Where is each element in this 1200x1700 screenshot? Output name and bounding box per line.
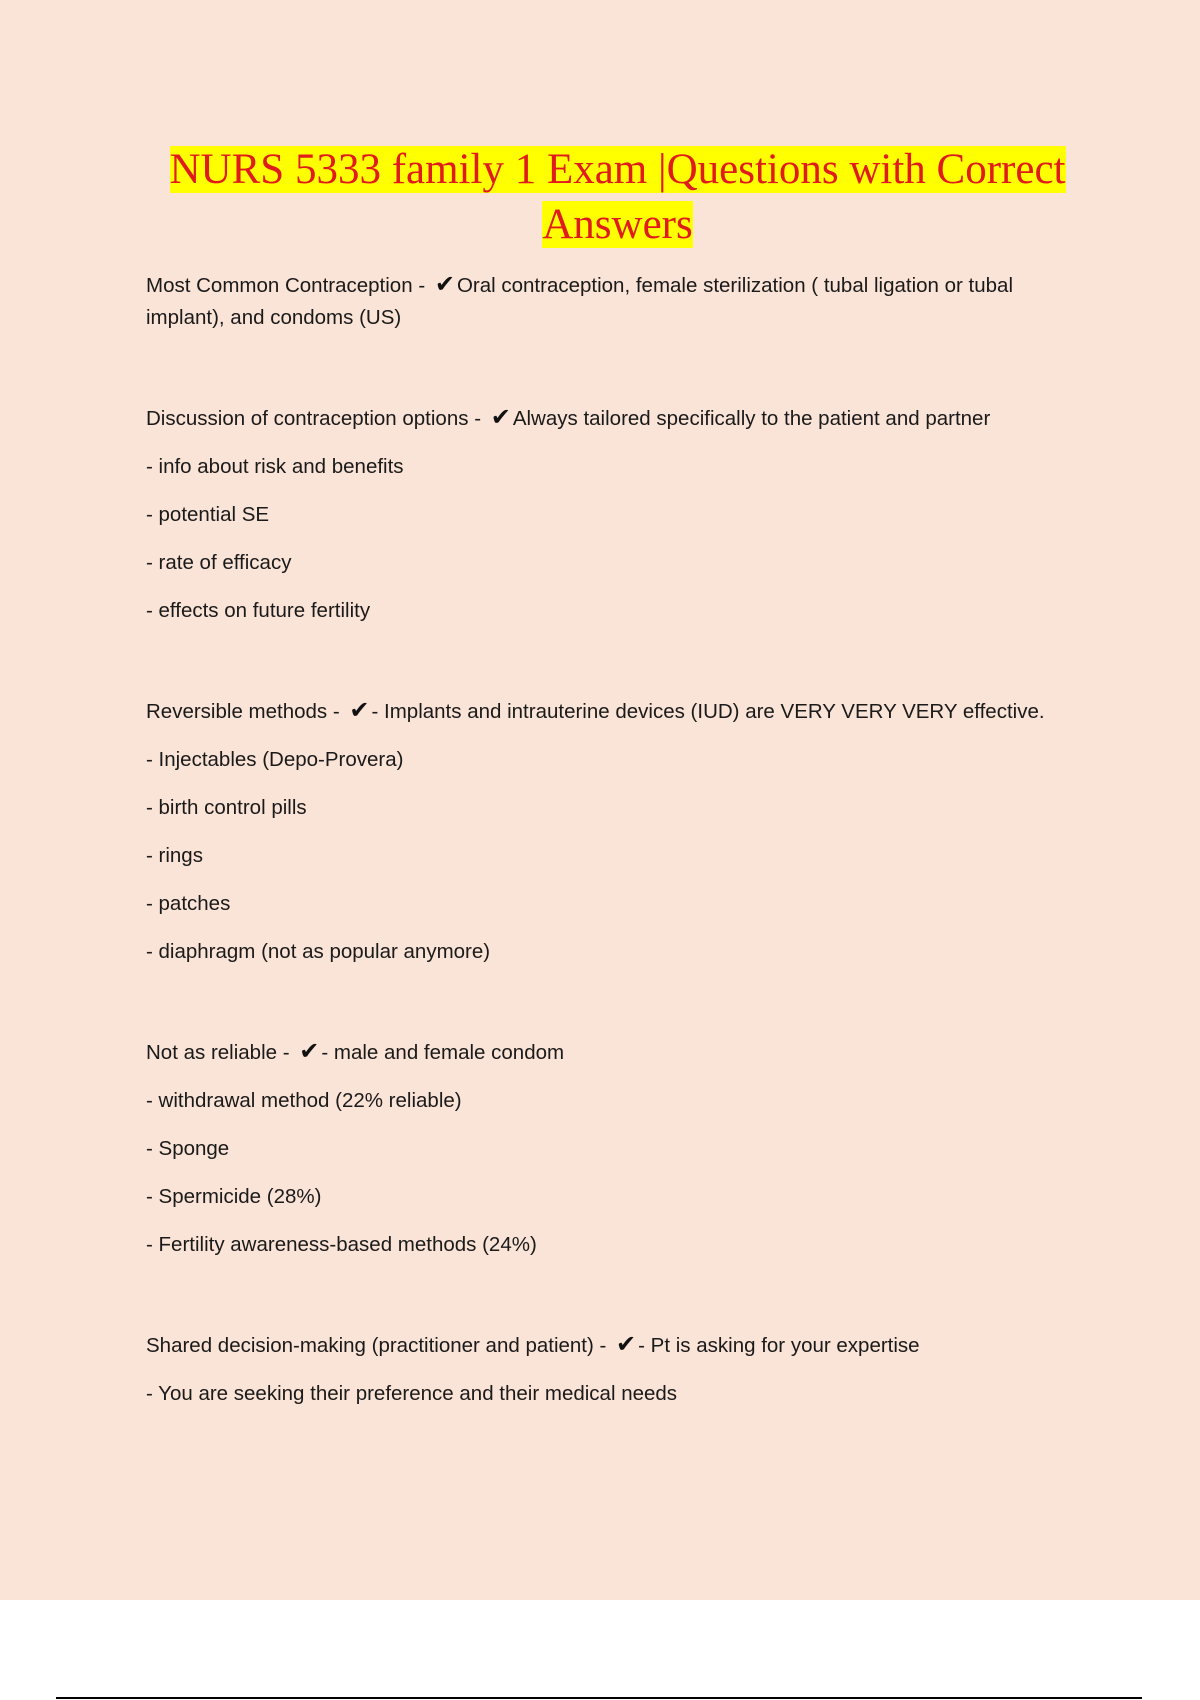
answer-text: - Implants and intrauterine devices (IUD) are VERY VERY VERY effective. [371,700,1045,723]
title-line-2: Answers [542,201,693,248]
answer-text: - male and female condom [321,1041,565,1064]
qa-item [146,270,1086,334]
qa-line: Shared decision-making (practitioner and patient) - ✔- Pt is asking for your expertise [146,1331,920,1358]
answer-bullet: - Fertility awareness-based methods (24%) [146,1233,537,1256]
answer-bullet: - diaphragm (not as popular anymore) [146,940,491,963]
checkmark-icon: ✔ [490,404,511,431]
answer-bullet: - birth control pills [146,796,307,819]
question-text: Most Common Contraception [146,274,413,297]
qa-line: Reversible methods - ✔- Implants and intrauterine devices (IUD) are VERY VERY VERY effective. [146,697,1045,724]
title-line-1: NURS 5333 family 1 Exam |Questions with Correct [169,146,1066,193]
answer-bullet: - Sponge [146,1137,230,1160]
answer-bullet: - You are seeking their preference and their medical needs [146,1382,678,1405]
checkmark-icon: ✔ [434,271,455,298]
answer-text: - Pt is asking for your expertise [638,1334,920,1357]
answer-bullet: - Spermicide (28%) [146,1185,322,1208]
qa-item [146,1037,1086,1261]
answer-bullet: - info about risk and benefits [146,455,404,478]
question-text: Shared decision-making (practitioner and patient) [146,1334,594,1357]
checkmark-icon: ✔ [616,1331,637,1358]
answer-bullet: - Injectables (Depo-Provera) [146,748,404,771]
checkmark-icon: ✔ [299,1038,320,1065]
answer-text: Oral contraception, female sterilization ( tubal ligation or tubal implant), and condoms (US) [146,274,1014,329]
answer-bullet: - rings [146,844,203,867]
question-text: Reversible methods [146,700,328,723]
question-text: Not as reliable [146,1041,278,1064]
answer-bullet: - potential SE [146,503,270,526]
answer-bullet: - rate of efficacy [146,551,292,574]
question-text: Discussion of contraception options [146,407,469,430]
qa-item [146,696,1086,968]
document-title [100,142,1135,252]
qa-content [146,270,1086,1479]
footer-rule [56,1697,1142,1699]
qa-item [146,403,1086,627]
qa-line: Not as reliable - ✔- male and female condom [146,1038,565,1065]
answer-bullet: - withdrawal method (22% reliable) [146,1089,462,1112]
answer-bullet: - effects on future fertility [146,599,371,622]
qa-item [146,1330,1086,1410]
checkmark-icon: ✔ [349,697,370,724]
qa-line: Discussion of contraception options - ✔Always tailored specifically to the patient and partner [146,404,991,431]
answer-bullet: - patches [146,892,231,915]
answer-text: Always tailored specifically to the patient and partner [512,407,991,430]
qa-line: Most Common Contraception - ✔Oral contraception, female sterilization ( tubal ligation or tubal implant), and condoms (US) [146,271,1014,329]
